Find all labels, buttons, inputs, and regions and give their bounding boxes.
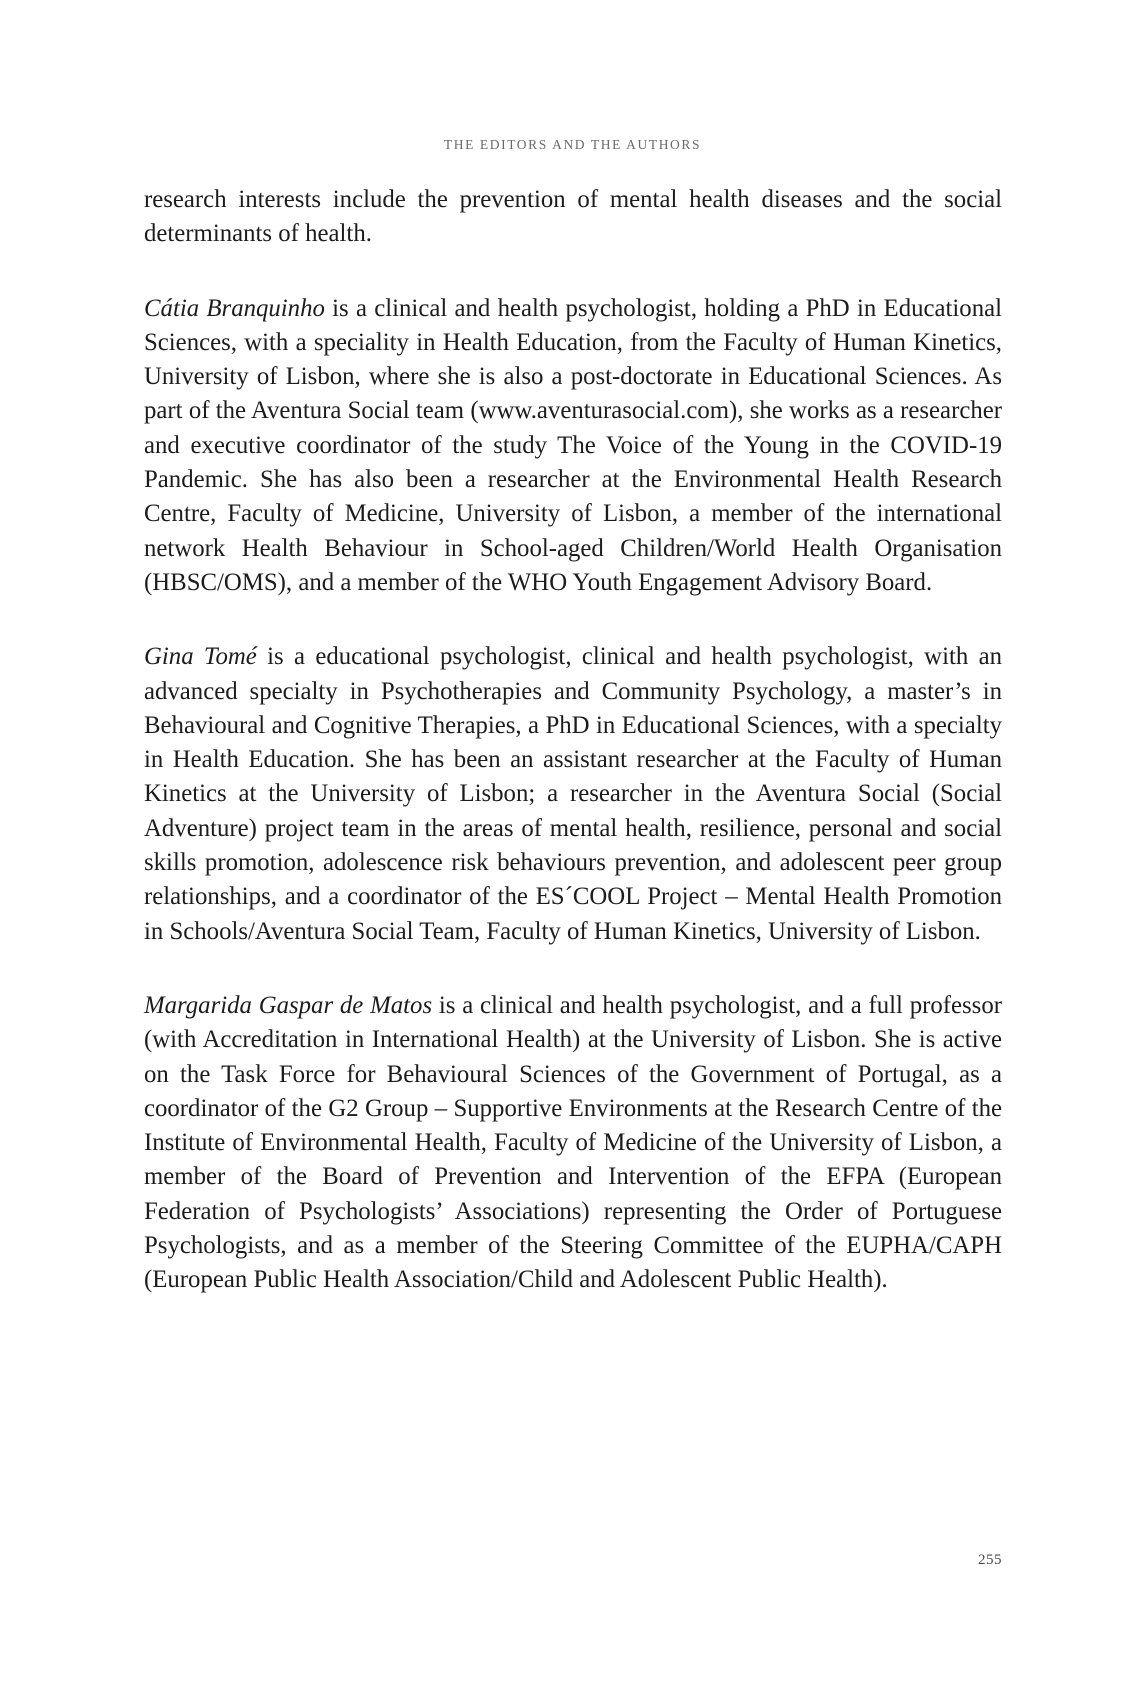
page-number: 255 [978, 1552, 1002, 1568]
bio-paragraph-branquinho [144, 292, 1002, 601]
author-name-branquinho: Cátia Branquinho [144, 294, 325, 322]
running-head: THE EDITORS AND THE AUTHORS [443, 137, 702, 152]
bio-text-matos: is a clinical and health psychologist, and a full professor (with Accreditation in International Health) at the University of Lisbon. She is active on the Task Force for Behavioural Sciences of the Government of Portugal, as a coordinator of the G2 Group – Supportive Environments at the Research Centre of the Institute of Environmental Health, Faculty of Medicine of the University of Lisbon, a member of the Board of Prevention and Intervention of the EFPA (European Federation of Psychologists’ Associations) representing the Order of Portuguese Psychologists, and as a member of the Steering Committee of the EUPHA/​CAPH (European Public Health Association/Child and Adolescent Public Health). [144, 991, 1002, 1294]
author-name-matos: Margarida Gaspar de Matos [144, 991, 433, 1019]
author-name-tome: Gina Tomé [144, 643, 257, 671]
bio-text-tome: is a educational psychologist, clinical and health psychologist, with an advanced specialty in Psychotherapies and Community Psychology, a master’s in Behavioural and Cognitive Therapies, a PhD in Educational Sciences, with a specialty in Health Education. She has been an assistant researcher at the Faculty of Human Kinetics at the University of Lisbon; a researcher in the Aventura Social (Social Adventure) project team in the areas of mental health, resilience, personal and social skills promotion, adolescence risk behaviours prevention, and adolescent peer group relationships, and a coordinator of the ES´COOL Project – Mental Health Promotion in Schools/Aventura Social Team, Faculty of Human Kinetics, University of Lisbon. [144, 643, 1002, 945]
main-text [144, 183, 1002, 1298]
bio-text-branquinho: is a clinical and health psychologist, holding a PhD in Educational Sciences, with a speciality in Health Education, from the Faculty of Human Kinetics, University of Lisbon, where she is also a post-doctorate in Educational Sciences. As part of the Aventura Social team (www.aventurasocial.com), she works as a researcher and executive coordinator of the study The Voice of the Young in the COVID-19 Pandemic. She has also been a researcher at the Environmental Health Research Centre, Faculty of Medicine, University of Lisbon, a member of the international network Health Behaviour in School-aged Children/World Health Organisation (HBSC/OMS), and a member of the WHO Youth Engagement Advisory Board. [144, 294, 1002, 596]
bio-paragraph-tome [144, 640, 1002, 949]
bio-paragraph-matos [144, 989, 1002, 1298]
continuation-paragraph: research interests include the prevention of mental health diseases and the social determinants of health. [144, 186, 1002, 248]
